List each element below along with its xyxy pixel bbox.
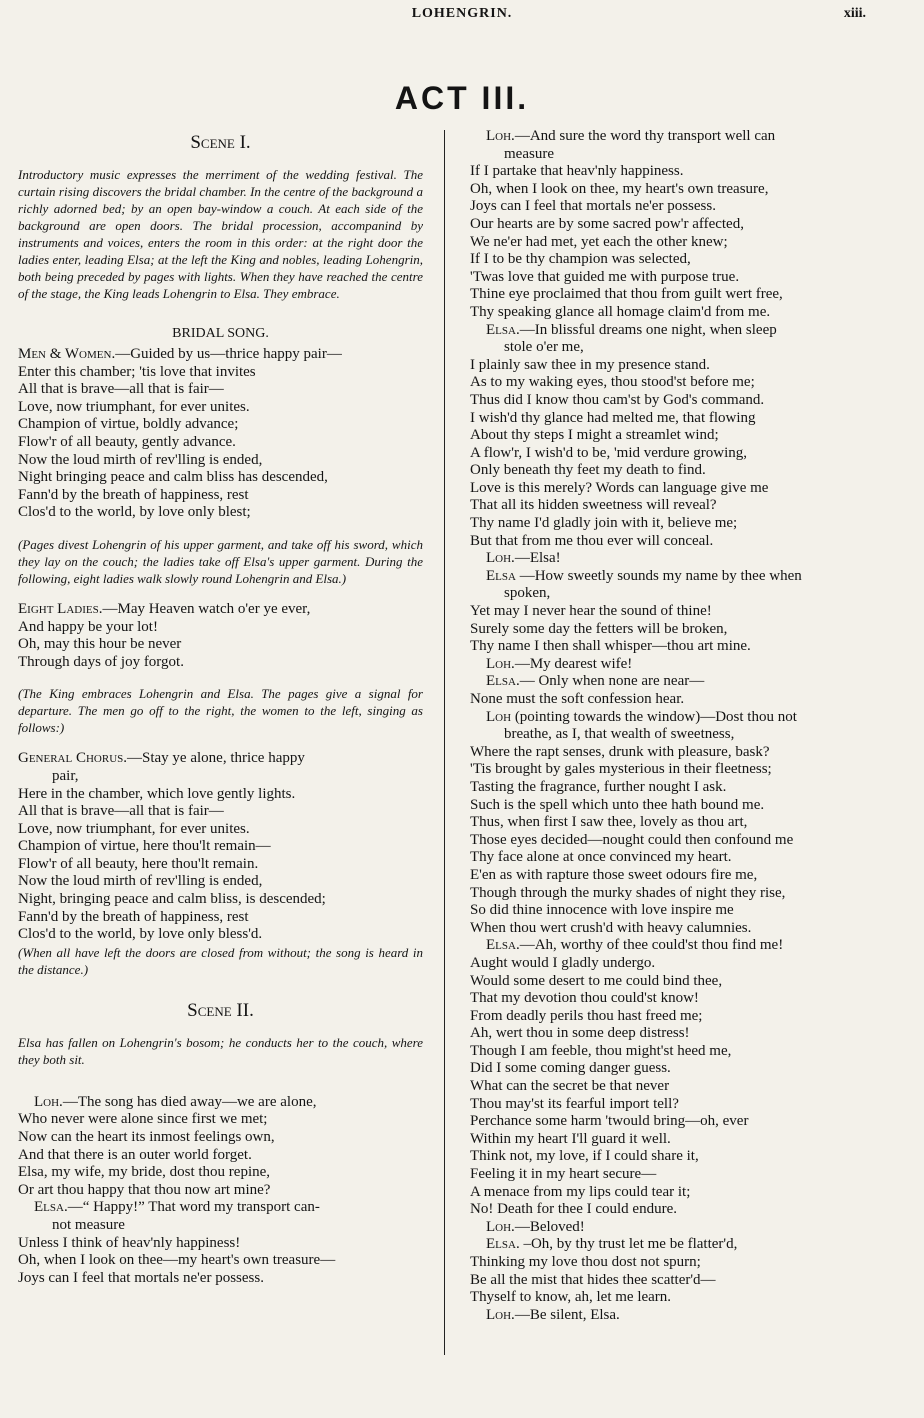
speaker-name: Elsa. [486, 321, 520, 338]
verse-line: Oh, when I look on thee, my heart's own treasure, [470, 180, 769, 197]
speaker-name: Loh [486, 708, 512, 725]
verse-line: Joys can I feel that mortals ne'er possess. [470, 198, 716, 215]
verse-line: Elsa —How sweetly sounds my name by thee when [486, 567, 802, 584]
verse-line: Now the loud mirth of rev'lling is ended, [18, 451, 263, 468]
verse-line: Loh.—Beloved! [486, 1218, 585, 1235]
verse-line: As to my waking eyes, thou stood'st before me; [470, 374, 755, 391]
verse-line: I wish'd thy glance had melted me, that flowing [470, 409, 756, 426]
stage-direction: (The King embraces Lohengrin and Elsa. The pages give a signal for departure. The men go off to the right, the women to the left, singing as follows:) [18, 686, 423, 736]
verse-line: Now can the heart its inmost feelings own, [18, 1129, 275, 1146]
speaker-name: Men & Women. [18, 346, 116, 362]
verse-line: And that there is an outer world forget. [18, 1146, 252, 1163]
verse-line: But that from me thou ever will conceal. [470, 532, 714, 549]
scene-1-heading: Scene I. [190, 132, 251, 153]
bridal-song [18, 346, 423, 522]
verse-line: Be all the mist that hides thee scatter'd— [470, 1271, 716, 1288]
speaker-name: Loh. [486, 655, 515, 672]
verse-line: Ah, wert thou in some deep distress! [470, 1025, 690, 1042]
verse-line: Though I am feeble, thou might'st heed me, [470, 1042, 732, 1059]
verse-line: If I to be thy champion was selected, [470, 251, 691, 268]
verse-line: Fann'd by the breath of happiness, rest [18, 908, 249, 925]
verse-line: Or art thou happy that thou now art mine? [18, 1181, 271, 1198]
verse-line: 'Twas love that guided me with purpose true. [470, 268, 740, 285]
verse-line: Here in the chamber, which love gently lights. [18, 785, 296, 802]
verse-line: Unless I think of heav'nly happiness! [18, 1234, 241, 1251]
verse-line: Loh (pointing towards the window)—Dost thou not [486, 708, 797, 725]
verse-line: That my devotion thou could'st know! [470, 990, 699, 1007]
verse-line: Thus did I know thou cam'st by God's command. [470, 391, 765, 408]
verse-line: A menace from my lips could tear it; [470, 1183, 691, 1200]
verse-line: Men & Women.—Guided by us—thrice happy pair— [18, 346, 342, 362]
verse-line: Only beneath thy feet my death to find. [470, 462, 706, 479]
verse-line: Night bringing peace and calm bliss has descended, [18, 469, 328, 486]
verse-line: Our hearts are by some sacred pow'r affected, [470, 215, 744, 232]
bridal-song-heading: BRIDAL SONG. [172, 326, 269, 341]
speaker-name: Elsa. [34, 1199, 68, 1216]
verse-line: No! Death for thee I could endure. [470, 1201, 677, 1218]
speaker-name: Elsa. [486, 937, 520, 954]
lohengrin-speech [18, 1094, 423, 1200]
verse-line: Though through the murky shades of night they rise, [470, 884, 786, 901]
stage-direction: (When all have left the doors are closed from without; the song is heard in the distance.) [18, 944, 423, 977]
scene-2-heading: Scene II. [187, 999, 254, 1021]
verse-line: Where the rapt senses, drunk with pleasure, bask? [470, 743, 770, 760]
verse-line: E'en as with rapture those sweet odours fire me, [470, 866, 758, 883]
left-column [18, 128, 423, 1287]
verse-line: Thy face alone at once convinced my heart. [470, 849, 732, 866]
verse-line: General Chorus.—Stay ye alone, thrice happy [18, 750, 305, 767]
verse-line: Flow'r of all beauty, gently advance. [18, 433, 236, 450]
verse-line: Oh, when I look on thee—my heart's own treasure— [18, 1252, 336, 1269]
verse-line: We ne'er had met, yet each the other knew; [470, 233, 728, 250]
verse-line: Would some desert to me could bind thee, [470, 972, 723, 989]
speaker-name: Loh. [486, 550, 515, 567]
verse-line: Who never were alone since first we met; [18, 1111, 268, 1128]
verse-line: Aught would I gladly undergo. [470, 954, 656, 971]
verse-line: pair, [52, 767, 79, 784]
verse-line: spoken, [504, 585, 551, 602]
eight-ladies-verse [18, 601, 423, 671]
verse-line: Thinking my love thou dost not spurn; [470, 1254, 701, 1270]
verse-line: And happy be your lot! [18, 618, 158, 635]
right-column [470, 128, 882, 1324]
verse-line: 'Tis brought by gales mysterious in their fleetness; [470, 761, 772, 778]
speaker-name: Loh. [486, 1218, 515, 1235]
speaker-name: Eight Ladies. [18, 600, 103, 617]
verse-line: If I partake that heav'nly happiness. [470, 163, 684, 180]
speaker-name: Loh. [486, 128, 515, 144]
verse-line: Thy speaking glance all homage claim'd from me. [470, 303, 771, 320]
verse-line: Joys can I feel that mortals ne'er possess. [18, 1269, 264, 1286]
speaker-name: General Chorus. [18, 750, 128, 767]
verse-line: Loh.—And sure the word thy transport well can [486, 128, 776, 144]
verse-line: Clos'd to the world, by love only blest; [18, 504, 251, 521]
speaker-name: Elsa [486, 567, 516, 584]
verse-line: Think not, my love, if I could share it, [470, 1148, 699, 1165]
verse-line: All that is brave—all that is fair— [18, 381, 224, 398]
verse-line: Eight Ladies.—May Heaven watch o'er ye ever, [18, 600, 311, 617]
verse-line: not measure [52, 1217, 125, 1233]
verse-line: Night, bringing peace and calm bliss, is descended; [18, 891, 326, 908]
verse-line: Oh, may this hour be never [18, 636, 182, 653]
verse-line: Clos'd to the world, by love only bless'd. [18, 926, 263, 943]
scene-1-stage-direction: Introductory music expresses the merriment of the wedding festival. The curtain rising discovers the bridal chamber. In the centre of the background a richly adorned bed; by an open bay-window a couch. At each side of the background are open doors. The bridal procession, accompanind by instruments and voices, enters the room in this order: at the right door the ladies enter, leading Elsa; at the left the King and nobles, leading Lohengrin, both being preceded by pages with lights. When they have reached the centre of the stage, the King leads Lohengrin to Elsa. They embrace. [18, 167, 423, 301]
speaker-name: Elsa. [486, 1236, 520, 1253]
elsa-speech [18, 1199, 423, 1287]
verse-line: Surely some day the fetters will be broken, [470, 620, 728, 637]
verse-line: Through days of joy forgot. [18, 653, 184, 670]
verse-line: None must the soft confession hear. [470, 691, 685, 707]
verse-line: All that is brave—all that is fair— [18, 803, 224, 820]
verse-line: Thus, when first I saw thee, lovely as thou art, [470, 814, 748, 831]
verse-line: Enter this chamber; 'tis love that invites [18, 363, 256, 380]
verse-line: Yet may I never hear the sound of thine! [470, 603, 712, 620]
verse-line: measure [504, 145, 554, 162]
verse-line: Love, now triumphant, for ever unites. [18, 820, 250, 837]
verse-line: Elsa.—Ah, worthy of thee could'st thou find me! [486, 937, 784, 954]
column-divider [444, 130, 445, 1355]
verse-line: Perchance some harm 'twould bring—oh, ever [470, 1113, 749, 1130]
stage-direction: (Pages divest Lohengrin of his upper garment, and take off his sword, which they lay on the couch; the ladies take off Elsa's upper garment. During the following, eight ladies walk slowly round Lohengrin and Elsa.) [18, 536, 423, 586]
verse-line: Loh.—The song has died away—we are alone, [34, 1093, 317, 1110]
verse-line: Champion of virtue, here thou'lt remain— [18, 838, 271, 855]
verse-line: Thine eye proclaimed that thou from guilt wert free, [470, 286, 783, 303]
verse-line: Feeling it in my heart secure— [470, 1166, 657, 1183]
act-title: ACT III. [394, 80, 530, 116]
speaker-name: Elsa. [486, 673, 520, 690]
verse-line: stole o'er me, [504, 339, 584, 356]
verse-line: When thou wert crush'd with heavy calumnies. [470, 919, 752, 936]
verse-line: Thyself to know, ah, let me learn. [470, 1289, 672, 1306]
verse-line: Now the loud mirth of rev'lling is ended, [18, 873, 263, 890]
running-title: LOHENGRIN. [411, 6, 513, 21]
verse-line: Did I some coming danger guess. [470, 1060, 671, 1077]
verse-line: Elsa.— Only when none are near— [486, 673, 705, 690]
verse-line: That all its hidden sweetness will reveal? [470, 497, 717, 514]
verse-line: Elsa.—“ Happy!” That word my transport can- [34, 1199, 320, 1216]
verse-line: Those eyes decided—nought could then confound me [470, 831, 794, 848]
speaker-name: Loh. [34, 1093, 63, 1110]
speaker-name: Loh. [486, 1306, 515, 1323]
verse-line: Love, now triumphant, for ever unites. [18, 398, 250, 415]
verse-line: I plainly saw thee in my presence stand. [470, 356, 710, 373]
verse-line: Loh.—My dearest wife! [486, 655, 633, 672]
verse-line: From deadly perils thou hast freed me; [470, 1007, 703, 1024]
verse-line: So did thine innocence with love inspire me [470, 902, 734, 919]
general-chorus-verse [18, 750, 423, 944]
verse-line: Elsa, my wife, my bride, dost thou repine, [18, 1164, 271, 1181]
verse-line: Within my heart I'll guard it well. [470, 1130, 671, 1147]
verse-line: Thy name I then shall whisper—thou art mine. [470, 638, 751, 655]
verse-line: Champion of virtue, boldly advance; [18, 416, 239, 433]
scene-2-stage-direction: Elsa has fallen on Lohengrin's bosom; he conducts her to the couch, where they both sit. [18, 1034, 423, 1067]
verse-line: Elsa.—In blissful dreams one night, when sleep [486, 321, 777, 338]
verse-line: Loh.—Be silent, Elsa. [486, 1306, 620, 1323]
verse-line: About thy steps I might a streamlet wind; [470, 427, 719, 444]
verse-line: Elsa. –Oh, by thy trust let me be flatter'd, [486, 1236, 738, 1253]
verse-line: Tasting the fragrance, further nought I ask. [470, 778, 727, 795]
verse-line: A flow'r, I wish'd to be, 'mid verdure growing, [470, 444, 748, 461]
verse-line: Thy name I'd gladly join with it, believe me; [470, 515, 738, 532]
verse-line: Such is the spell which unto thee hath bound me. [470, 796, 765, 813]
verse-line: Thou may'st its fearful import tell? [470, 1095, 679, 1112]
verse-line: breathe, as I, that wealth of sweetness, [504, 726, 735, 743]
verse-line: Fann'd by the breath of happiness, rest [18, 486, 249, 503]
verse-line: Loh.—Elsa! [486, 550, 561, 567]
page-number: xiii. [843, 6, 866, 21]
verse-line: Love is this merely? Words can language give me [470, 479, 769, 496]
running-header [0, 6, 924, 24]
verse-line: What can the secret be that never [470, 1078, 670, 1095]
verse-line: Flow'r of all beauty, here thou'lt remain. [18, 855, 259, 872]
